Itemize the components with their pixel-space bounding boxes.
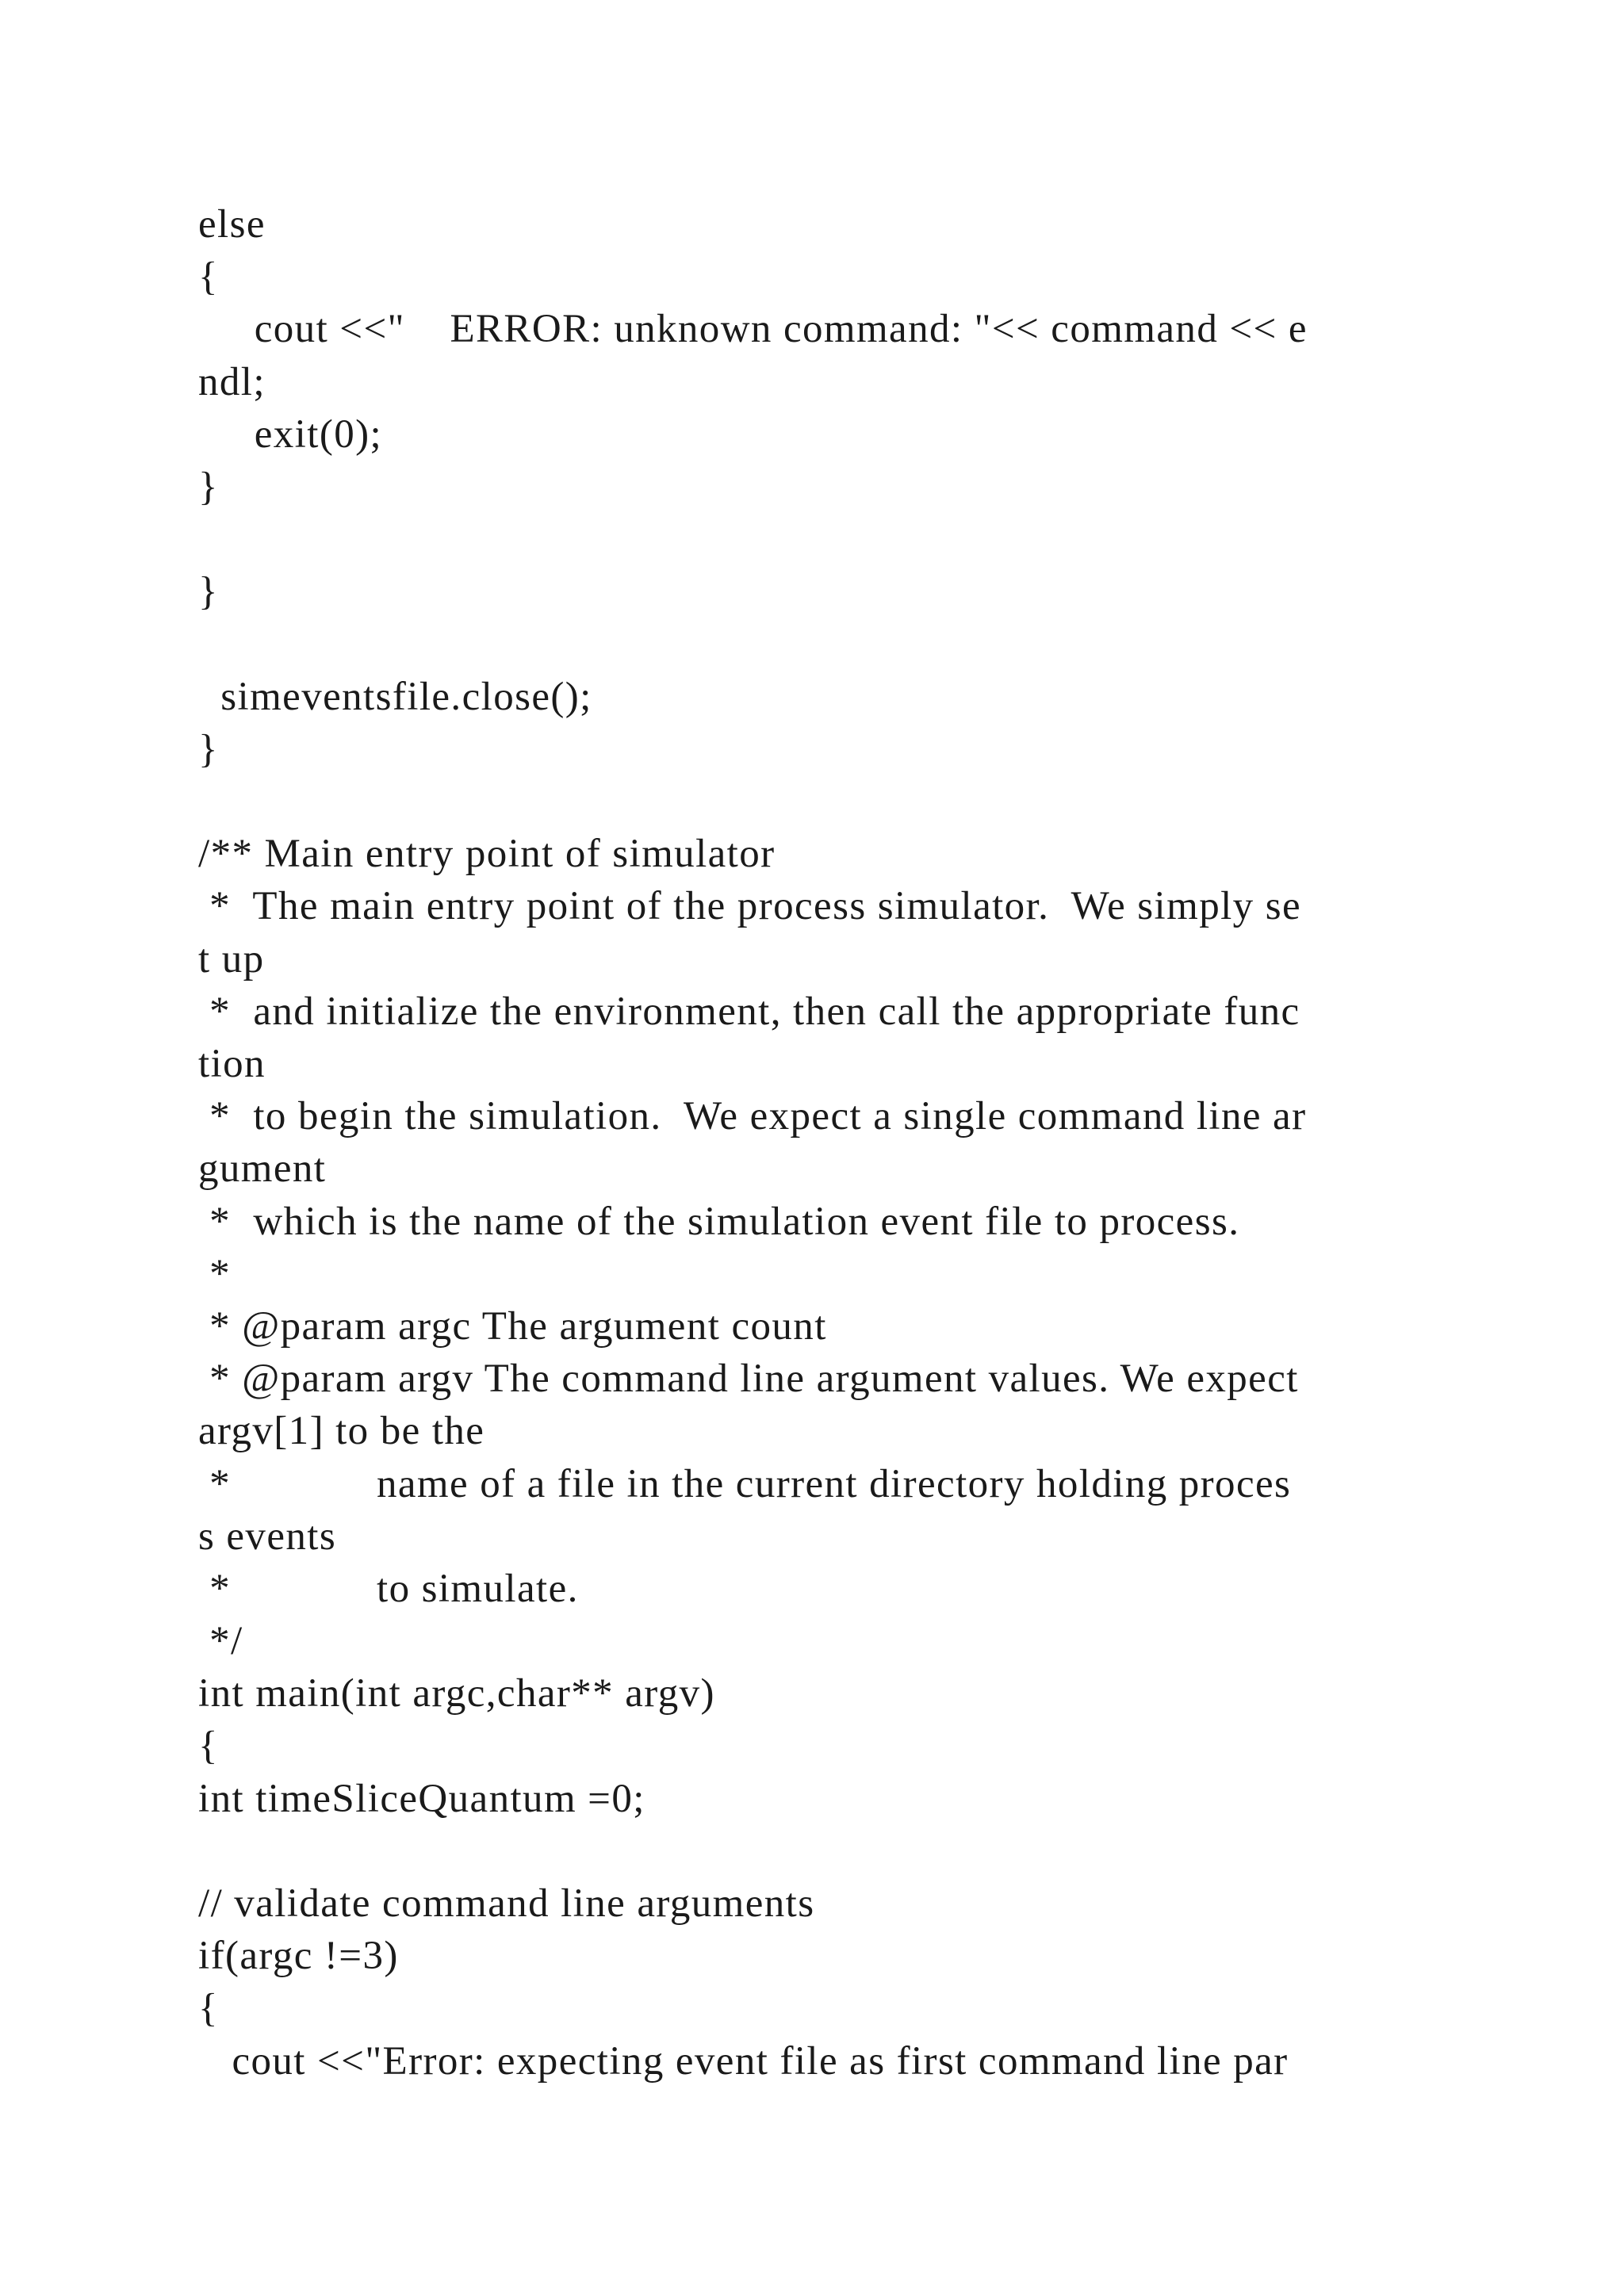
code-line: exit(0);: [198, 411, 383, 457]
code-line: * and initialize the environment, then call the appropriate func: [198, 989, 1300, 1034]
code-line: if(argc !=3): [198, 1934, 399, 1979]
code-line: * The main entry point of the process simulator. We simply se: [198, 884, 1301, 929]
code-line: }: [198, 464, 219, 509]
code-line: cout <<"Error: expecting event file as first command line par: [198, 2038, 1289, 2084]
code-line: // validate command line arguments: [198, 1881, 815, 1926]
code-line: [198, 513, 1435, 565]
code-line: argv[1] to be the: [198, 1409, 485, 1454]
code-line: gument: [198, 1146, 327, 1192]
code-line: * to simulate.: [198, 1566, 579, 1611]
code-line: s events: [198, 1513, 337, 1559]
code-line: *: [198, 1251, 232, 1296]
code-listing: [198, 198, 1435, 2087]
code-line: int main(int argc,char** argv): [198, 1671, 715, 1716]
code-line: tion: [198, 1042, 266, 1086]
code-line: [198, 775, 1435, 828]
code-line: * to begin the simulation. We expect a single command line ar: [198, 1094, 1307, 1139]
code-line: ndl;: [198, 359, 266, 404]
code-line: /** Main entry point of simulator: [198, 832, 776, 877]
code-line: {: [198, 1724, 219, 1769]
code-line: }: [198, 569, 219, 614]
code-line: [198, 618, 1435, 671]
code-line: int timeSliceQuantum =0;: [198, 1776, 645, 1821]
code-line: {: [198, 254, 219, 300]
code-line: */: [198, 1619, 243, 1664]
code-line: * @param argc The argument count: [198, 1303, 827, 1349]
code-line: * name of a file in the current directory holding proces: [198, 1461, 1292, 1506]
code-line: {: [198, 1986, 219, 2031]
code-line: cout <<" ERROR: unknown command: "<< command << e: [198, 307, 1308, 352]
code-line: }: [198, 726, 219, 771]
code-line: [198, 1825, 1435, 1877]
code-line: * @param argv The command line argument values. We expect: [198, 1357, 1299, 1402]
code-line: t up: [198, 936, 265, 982]
code-line: simeventsfile.close();: [198, 674, 592, 719]
code-line: else: [198, 202, 266, 247]
code-line: * which is the name of the simulation event file to process.: [198, 1199, 1240, 1244]
